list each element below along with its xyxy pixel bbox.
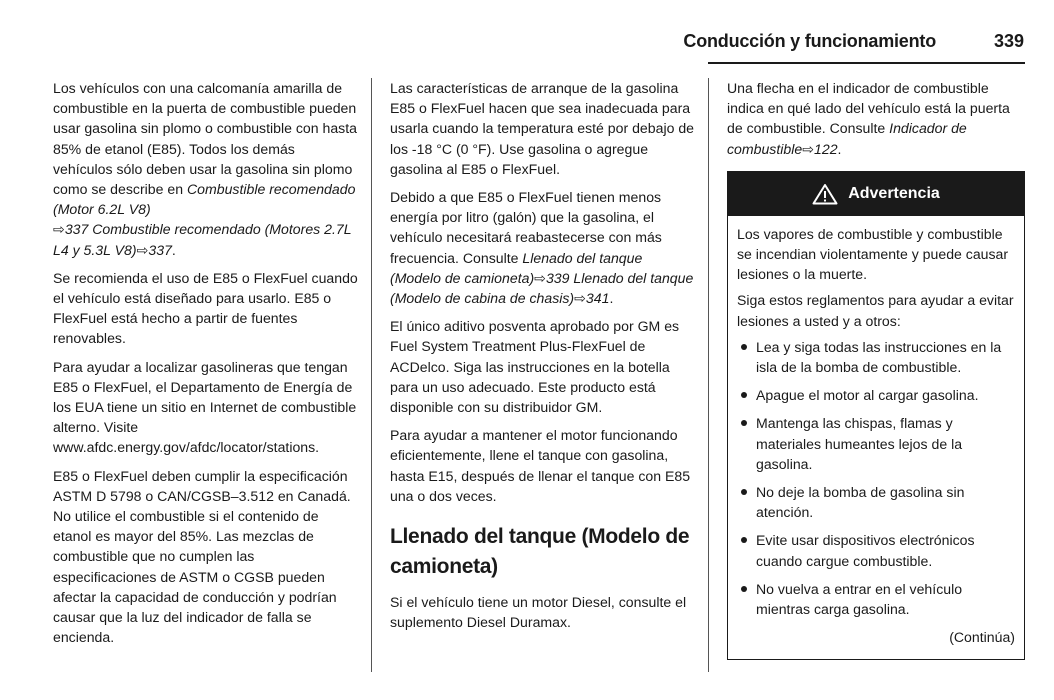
cross-reference-link[interactable]: Indicador de combustible — [727, 120, 967, 157]
cross-reference-link[interactable]: Llenado del tanque (Modelo de cabina de chasis) — [390, 269, 694, 307]
column-2 — [390, 78, 695, 640]
warning-intro: Los vapores de combustible y combustible se incendian violentamente y puede causar lesiones o la muerte. — [737, 225, 1009, 283]
col2-paragraph-5: Si el vehículo tiene un motor Diesel, consulte el suplemento Diesel Duramax. — [390, 594, 687, 631]
column-3 — [727, 78, 1025, 660]
col1-paragraph-4: E85 o FlexFuel deben cumplir la especificación ASTM D 5798 o CAN/CGSB–3.512 en Canadá. No utilice el combustible si el contenido de etanol es mayor del 85%. Las mezclas de combustible que no cumplen las especificaciones de ASTM o CGSB pueden afectar la capacidad de conducción y podrían causar que la luz del indicador de falla se encienda. — [53, 467, 351, 646]
cross-reference-link[interactable]: Combustible recomendado (Motores 2.7L L4 y 5.3L V8) — [53, 221, 352, 258]
page-reference-arrow-icon: ⇨ — [534, 269, 546, 286]
cross-reference-link[interactable]: Combustible recomendado (Motor 6.2L V8) — [53, 181, 356, 218]
page-number: 339 — [993, 31, 1024, 51]
page-reference[interactable]: 341 — [585, 290, 610, 307]
page-reference[interactable]: 339 — [545, 269, 570, 286]
warning-list-item: Apague el motor al cargar gasolina. — [737, 385, 1015, 405]
col2-paragraph-3: El único aditivo posventa aprobado por GM es Fuel System Treatment Plus-FlexFuel de ACDelco. Siga las instrucciones en la botella para un uso adecuado. Este producto está disponible con su distribuidor GM. — [390, 318, 680, 416]
running-header-title: Conducción y funcionamiento — [683, 31, 936, 51]
warning-lead: Siga estos reglamentos para ayudar a evitar lesiones a usted y a otros: — [737, 292, 1014, 329]
page-reference-arrow-icon: ⇨ — [574, 290, 586, 307]
warning-body — [728, 216, 1024, 660]
header-rule — [708, 62, 1025, 64]
warning-triangle-icon — [812, 183, 838, 205]
col1-paragraph-2: Se recomienda el uso de E85 o FlexFuel cuando el vehículo está diseñado para usarlo. E85 o FlexFuel está hecho a partir de fuentes renovables. — [53, 269, 358, 347]
page-reference-arrow-icon: ⇨ — [53, 221, 65, 238]
column-1 — [53, 78, 358, 655]
col2-paragraph-4: Para ayudar a mantener el motor funcionando eficientemente, llene el tanque con gasolina, hasta E15, después de llenar el tanque con E85 una o dos veces. — [390, 427, 691, 504]
warning-box — [727, 171, 1025, 661]
section-heading: Llenado del tanque (Modelo de camioneta) — [390, 525, 690, 579]
col2-paragraph-1: Las características de arranque de la gasolina E85 o FlexFuel hacen que sea inadecuada para usarla cuando la temperatura esté por debajo de los -18 °C (0 °F). Use gasolina o agregue gasolina al E85 o FlexFuel. — [390, 80, 694, 177]
col2-paragraph-2: Debido a que E85 o FlexFuel tienen menos energía por litro (galón) que la gasolina, el vehículo necesitará reabastecerse con más frecuencia. Consulte Llenado del tanque (Modelo de camioneta)⇨339 Llenado del tanque (Modelo de cabina de chasis)⇨341. — [390, 189, 694, 307]
page-reference[interactable]: 337 — [64, 221, 89, 238]
warning-list-item: Evite usar dispositivos electrónicos cuando cargue combustible. — [737, 530, 1015, 570]
warning-title: Advertencia — [848, 184, 940, 202]
page-reference[interactable]: 122 — [814, 140, 838, 157]
col1-paragraph-3: Para ayudar a localizar gasolineras que tengan E85 o FlexFuel, el Departamento de Energía de los EUA tiene un sitio en Internet de combustible alterno. Visite www.afdc.energy.gov/afdc/locator/stations. — [53, 358, 357, 456]
page-reference-arrow-icon: ⇨ — [136, 241, 149, 258]
warning-list-item: No deje la bomba de gasolina sin atención. — [737, 482, 1015, 522]
page-reference[interactable]: 337 — [148, 241, 172, 258]
warning-list — [737, 337, 1015, 619]
col1-paragraph-1: Los vehículos con una calcomanía amarilla de combustible en la puerta de combustible pueden usar gasolina sin plomo o combustible con hasta 85% de etanol (E85). Todos los demás vehículos sólo deben usar la gasolina sin plomo como se describe en Combustible recomendado (Motor 6.2L V8) ⇨337 Combustible recomendado (Motores 2.7L L4 y 5.3L V8)⇨337. — [53, 80, 357, 258]
column-divider-1 — [371, 78, 372, 672]
continued-note: (Continúa) — [949, 629, 1015, 646]
page-reference-arrow-icon: ⇨ — [802, 140, 815, 157]
warning-list-item: No vuelva a entrar en el vehículo mientras carga gasolina. — [737, 579, 1015, 619]
cross-reference-link[interactable]: Llenado del tanque (Modelo de camioneta) — [390, 249, 643, 286]
warning-list-item: Mantenga las chispas, flamas y materiales humeantes lejos de la gasolina. — [737, 413, 1015, 474]
warning-list-item: Lea y siga todas las instrucciones en la isla de la bomba de combustible. — [737, 337, 1015, 377]
column-divider-2 — [708, 78, 709, 672]
warning-header — [728, 172, 1024, 216]
col3-paragraph-1: Una flecha en el indicador de combustible indica en qué lado del vehículo está la puerta de combustible. Consulte Indicador de combustible⇨122. — [727, 80, 1010, 157]
